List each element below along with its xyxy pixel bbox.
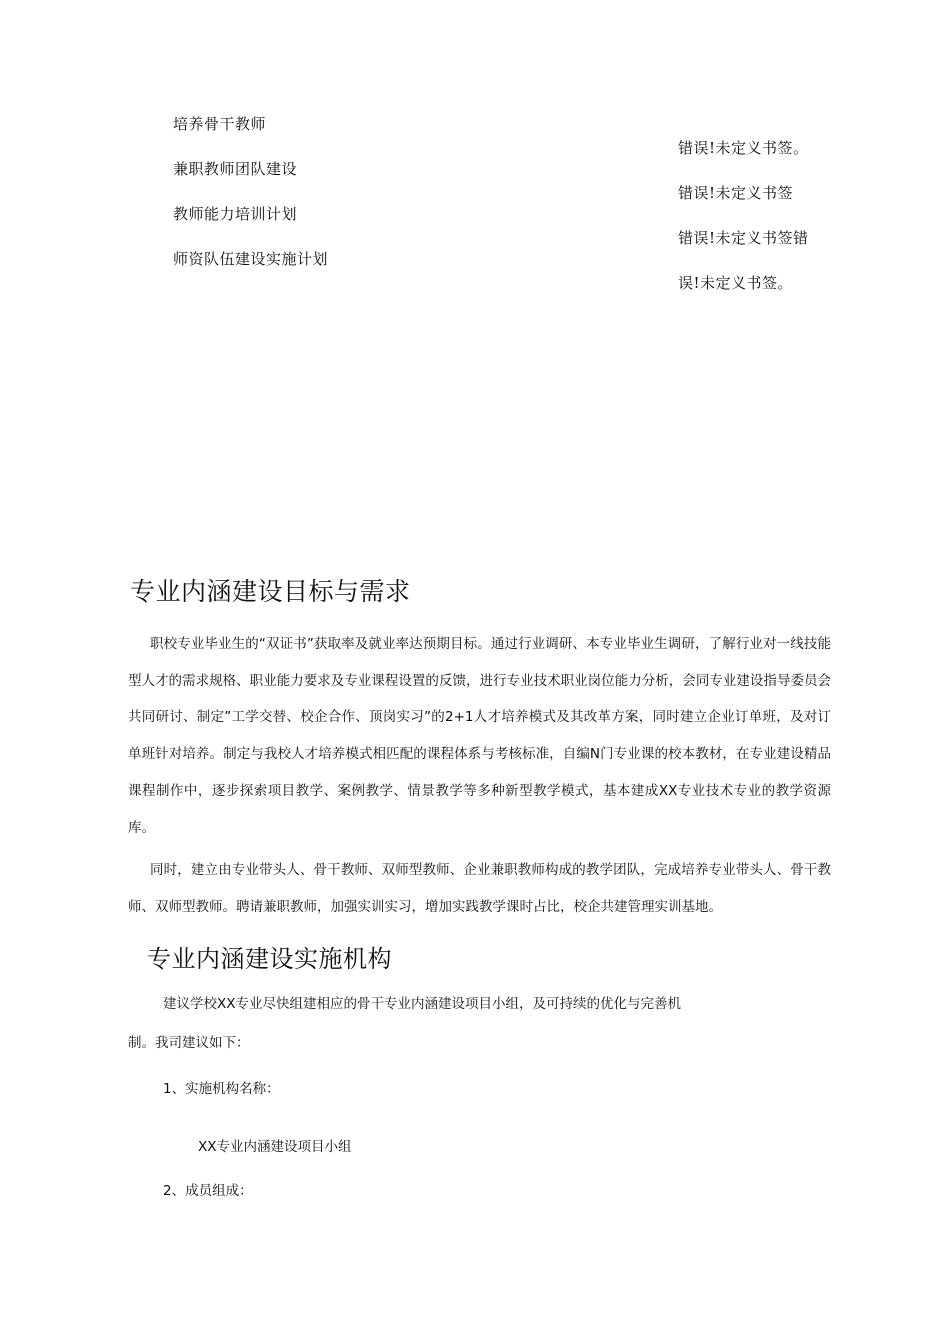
toc-error-text: 错误!未定义书签 <box>678 184 794 202</box>
toc-left-column <box>173 113 328 293</box>
paragraph-organization-line1: 建议学校XX专业尽快组建相应的骨干专业内涵建设项目小组，及可持续的优化与完善机 <box>163 996 681 1012</box>
toc-entry[interactable]: 兼职教师团队建设 <box>173 160 298 178</box>
list-item-org-name: 1、实施机构名称： <box>163 1081 280 1097</box>
toc-right-column <box>678 137 828 317</box>
toc-error-text: 误!未定义书签。 <box>678 274 794 292</box>
toc-error-text: 错误!未定义书签。 <box>678 139 809 157</box>
toc-entry[interactable]: 培养骨干教师 <box>173 115 267 133</box>
toc-entry[interactable]: 师资队伍建设实施计划 <box>173 250 329 268</box>
toc-entry[interactable]: 教师能力培训计划 <box>173 205 298 223</box>
list-item-org-name-value: XX专业内涵建设项目小组 <box>198 1139 352 1155</box>
section-heading-goals: 专业内涵建设目标与需求 <box>130 577 411 606</box>
list-item-members: 2、成员组成： <box>163 1183 253 1199</box>
paragraph-goals: 职校专业毕业生的“双证书”获取率及就业率达预期目标。通过行业调研、本专业毕业生调研，了解行业对一线技能型人才的需求规格、职业能力要求及专业课程设置的反馈，进行专业技术职业岗位能力分析，会同专业建设指导委员会共同研讨、制定”工学交替、校企合作、顶岗实习”的2+1人才培养模式及其改革方案，同时建立企业订单班，及对订单班针对培养。制定与我校人才培养模式相匹配的课程体系与考核标准，自编N门专业课的校本教材，在专业建设精品课程制作中，逐步探索项目教学、案例教学、情景教学等多种新型教学模式，基本建成XX专业技术专业的教学资源库。 <box>128 636 831 836</box>
paragraph-organization-line2: 制。我司建议如下： <box>128 1035 250 1051</box>
toc-error-text: 错误!未定义书签错 <box>678 229 809 247</box>
section-heading-organization: 专业内涵建设实施机构 <box>147 945 392 973</box>
paragraph-team: 同时，建立由专业带头人、骨干教师、双师型教师、企业兼职教师构成的教学团队，完成培养专业带头人、骨干教师、双师型教师。聘请兼职教师，加强实训实习，增加实践教学课时占比，校企共建管理实训基地。 <box>128 862 831 915</box>
